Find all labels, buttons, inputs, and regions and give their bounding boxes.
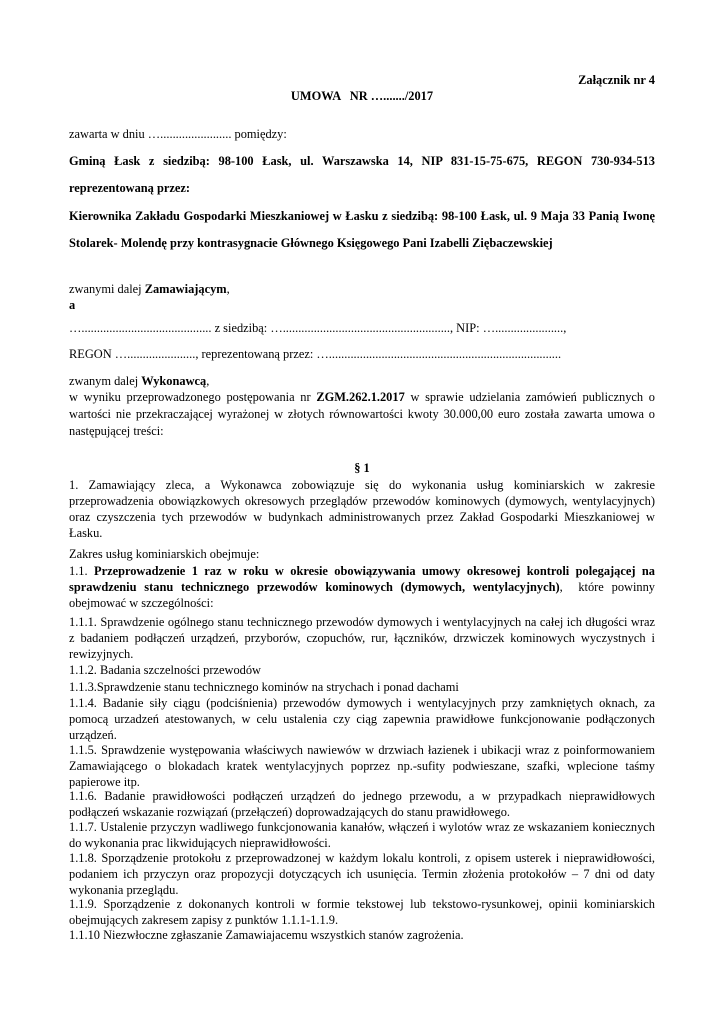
- item-1-1-10: 1.1.10 Niezwłoczne zgłaszanie Zamawiajacemu wszystkich stanów zagrożenia.: [69, 928, 464, 942]
- attachment-label: Załącznik nr 4: [578, 73, 655, 87]
- item-1-1-2: 1.1.2. Badania szczelności przewodów: [69, 663, 261, 677]
- conjunction-a: a: [69, 298, 76, 312]
- procedure-reference: ZGM.262.1.2017: [316, 390, 405, 404]
- section-paragraph-1: 1. Zamawiający zleca, a Wykonawca zobowiązuje się do wykonania usług kominiarskich w zakresie przeprowadzenia obowiązkowych okresowych przeglądów przewodów kominowych (dymowych, wentylacyjnych) oraz czyszczenia tych przewodów w budynkach administrowanych przez Zakład Gospodarki Mieszkaniowej w Łasku.: [69, 478, 655, 540]
- zamawiajacy-term: Zamawiającym: [144, 282, 227, 296]
- intro-text-1: w wyniku przeprowadzonego postępowania nr: [69, 390, 317, 404]
- zamawiajacy-prefix: zwanymi dalej: [69, 282, 145, 296]
- wykonawca-suffix: ,: [206, 374, 210, 388]
- intro-text-2: w sprawie udzielania zamówień publicznych o wartości nie przekraczającej wyrażonej w złotych równowartości kwoty 30.000,00 euro została zawarta umowa o następującej treści:: [69, 390, 655, 438]
- section-heading: § 1: [354, 461, 370, 475]
- item-1-1-1: 1.1.1. Sprawdzenie ogólnego stanu technicznego przewodów dymowych i wentylacyjnych na całej ich długości wraz z badaniem podłączeń urządzeń, przyborów, czopuchów, rur, łączników, drzwiczek kominowych wyczystnych i rewizyjnych.: [69, 615, 655, 661]
- wykonawca-prefix: zwanym dalej: [69, 374, 142, 388]
- item-1-1-6: 1.1.6. Badanie prawidłowości podłączeń urządzeń do jednego przewodu, a w przypadkach nieprawidłowych podłączeń wskazanie rozwiązań (przełączeń) doprowadzających do stanu prawidłowego.: [69, 789, 655, 819]
- item-1-1-9: 1.1.9. Sporządzenie z dokonanych kontroli w formie tekstowej lub tekstowo-rysunkowej, opinii kominiarskich obejmujących zakresem zapisy z punktów 1.1.1-1.1.9.: [69, 897, 655, 927]
- paragraph-number: 1.1.: [69, 564, 94, 578]
- item-1-1-7: 1.1.7. Ustalenie przyczyn wadliwego funkcjonowania kanałów, włączeń i wylotów wraz ze wskazaniem koniecznych do wykonania prac likwidujących nieprawidłowości.: [69, 820, 655, 850]
- intro-paragraph: [69, 389, 655, 440]
- concluded-line: zawarta w dniu …....................... pomiędzy:: [69, 127, 287, 141]
- scope-intro: Zakres usług kominiarskich obejmuje:: [69, 547, 260, 561]
- item-1-1-3: 1.1.3.Sprawdzenie stanu technicznego kominów na strychach i ponad dachami: [69, 680, 459, 694]
- wykonawca-term: Wykonawcą: [141, 374, 207, 388]
- party-representative: Kierownika Zakładu Gospodarki Mieszkaniowej w Łasku z siedzibą: 98-100 Łask, ul. 9 Maja 33 Panią Iwonę Stolarek- Molendę przy kontrasygnacie Głównego Księgowego Pani Izabelli Ziębaczewskiej: [69, 209, 655, 250]
- section-paragraph-1-1: [69, 563, 659, 611]
- wykonawca-line: [69, 373, 655, 389]
- item-1-1-5: 1.1.5. Sprawdzenie występowania właściwych nawiewów w drzwiach łazienek i ubikacji wraz z poinformowaniem Zamawiającego o blokadach kratek wentylacyjnych poprzez np.-sufity podwieszane, szafki, wplecione taśmy papierowe itp.: [69, 743, 655, 789]
- paragraph-bold-text: Przeprowadzenie 1 raz w roku w okresie obowiązywania umowy okresowej kontroli polegającej na sprawdzeniu stanu technicznego przewodów kominowych (dymowych, wentylacyjnych): [69, 564, 655, 594]
- item-1-1-4: 1.1.4. Badanie siły ciągu (podciśnienia) przewodów dymowych i wentylacyjnych przy zamkniętych oknach, za pomocą urzadzeń atestowanych, w celu ustalenia czy ciąg zapewnia prawidłowe funkcjonowanie podłączonych urządzeń.: [69, 696, 655, 742]
- contract-title: UMOWA NR …......./2017: [290, 89, 434, 103]
- zamawiajacy-line: [69, 281, 655, 297]
- party-gmina: Gminą Łask z siedzibą: 98-100 Łask, ul. Warszawska 14, NIP 831-15-75-675, REGON 730-934-513 reprezentowaną przez:: [69, 154, 655, 195]
- contractor-details-line: ….......................................... z siedzibą: …......................................................, NIP: …......................,: [69, 321, 567, 335]
- item-1-1-8: 1.1.8. Sporządzenie protokołu z przeprowadzonej w każdym lokalu kontroli, z opisem usterek i nieprawidłowości, podaniem ich przyczyn oraz propozycji dotyczących ich usunięcia. Termin złożenia protokołów – 7 dni od daty wykonania przeglądu.: [69, 851, 655, 897]
- zamawiajacy-suffix: ,: [226, 282, 230, 296]
- contractor-regon-line: REGON …......................, reprezentowaną przez: …...........................................................................: [69, 347, 562, 361]
- paragraph-rest-text: , które powinny obejmować w szczególności:: [69, 580, 659, 610]
